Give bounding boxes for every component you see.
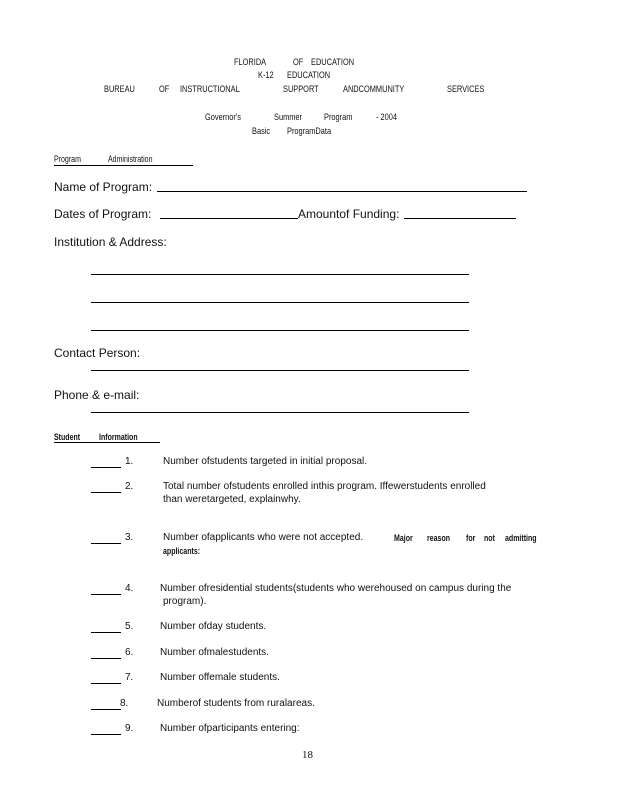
section-heading-program: Program [54,154,81,164]
item-8-text: Numberof students from ruralareas. [157,698,315,709]
institution-address-field-3[interactable] [91,330,469,331]
section-heading-student: Student [54,432,81,442]
header-florida: FLORIDA [234,57,267,68]
item-6-blank[interactable] [91,658,121,659]
item-3-text: Number ofapplicants who were not accepted. [163,532,364,543]
item-8-number: 8. [120,698,129,709]
item-4-number: 4. [125,583,134,594]
item-3-not: not [484,533,495,543]
item-3-major: Major [394,533,413,543]
item-5-text: Number ofday students. [160,621,267,632]
item-4-blank[interactable] [91,594,121,595]
item-9-text: Number ofparticipants entering: [160,723,300,734]
item-3-admitting: admitting [505,533,537,543]
item-4-text-line2: program). [163,596,207,607]
phone-email-label: Phone & e-mail: [54,388,140,402]
item-3-text-line2: applicants: [163,546,201,556]
header-summer: Summer [274,112,303,123]
item-3-number: 3. [125,532,134,543]
amount-of-funding-label: Amountof Funding: [298,207,400,221]
item-4-text: Number ofresidential students(students who werehoused on campus during the [160,583,512,594]
item-1-number: 1. [125,456,134,467]
header-support: SUPPORT [283,84,319,95]
header-of-2: OF [159,84,170,95]
header-instructional: INSTRUCTIONAL [180,84,240,95]
header-education-2: EDUCATION [287,70,331,81]
item-1-text: Number ofstudents targeted in initial proposal. [163,456,368,467]
contact-person-label: Contact Person: [54,346,141,360]
section-heading-information: Information [99,432,138,442]
header-basic: Basic [252,126,271,137]
institution-address-label: Institution & Address: [54,235,167,249]
dates-of-program-label: Dates of Program: [54,207,152,221]
header-program: Program [324,112,353,123]
item-8-blank[interactable] [91,709,121,710]
item-5-number: 5. [125,621,134,632]
item-3-reason: reason [427,533,451,543]
name-of-program-field[interactable] [157,191,527,192]
header-andcommunity: ANDCOMMUNITY [343,84,405,95]
header-bureau: BUREAU [104,84,135,95]
item-3-for: for [466,533,476,543]
item-3-blank[interactable] [91,543,121,544]
dates-of-program-field[interactable] [160,218,298,219]
header-education: EDUCATION [311,57,355,68]
item-7-blank[interactable] [91,683,121,684]
institution-address-field-2[interactable] [91,302,469,303]
header-k12: K-12 [258,70,274,81]
item-7-text: Number offemale students. [160,672,280,683]
header-governors: Governor's [205,112,242,123]
item-1-blank[interactable] [91,467,121,468]
item-5-blank[interactable] [91,632,121,633]
name-of-program-label: Name of Program: [54,180,153,194]
item-9-blank[interactable] [91,734,121,735]
header-of: OF [293,57,304,68]
phone-email-field[interactable] [91,412,469,413]
header-programdata: ProgramData [287,126,332,137]
item-2-number: 2. [125,481,134,492]
section-heading-underline [54,165,193,166]
item-2-text: Total number ofstudents enrolled inthis program. Iffewerstudents enrolled [163,481,486,492]
item-2-text-line2: than weretargeted, explainwhy. [163,494,301,505]
item-7-number: 7. [125,672,134,683]
contact-person-field[interactable] [91,370,469,371]
page-number: 18 [302,749,313,761]
student-heading-underline [54,442,160,443]
section-heading-administration: Administration [108,154,153,164]
item-6-text: Number ofmalestudents. [160,647,269,658]
header-year: - 2004 [376,112,398,123]
amount-of-funding-field[interactable] [404,218,516,219]
item-9-number: 9. [125,723,134,734]
item-6-number: 6. [125,647,134,658]
institution-address-field-1[interactable] [91,274,469,275]
header-services: SERVICES [447,84,485,95]
item-2-blank[interactable] [91,492,121,493]
